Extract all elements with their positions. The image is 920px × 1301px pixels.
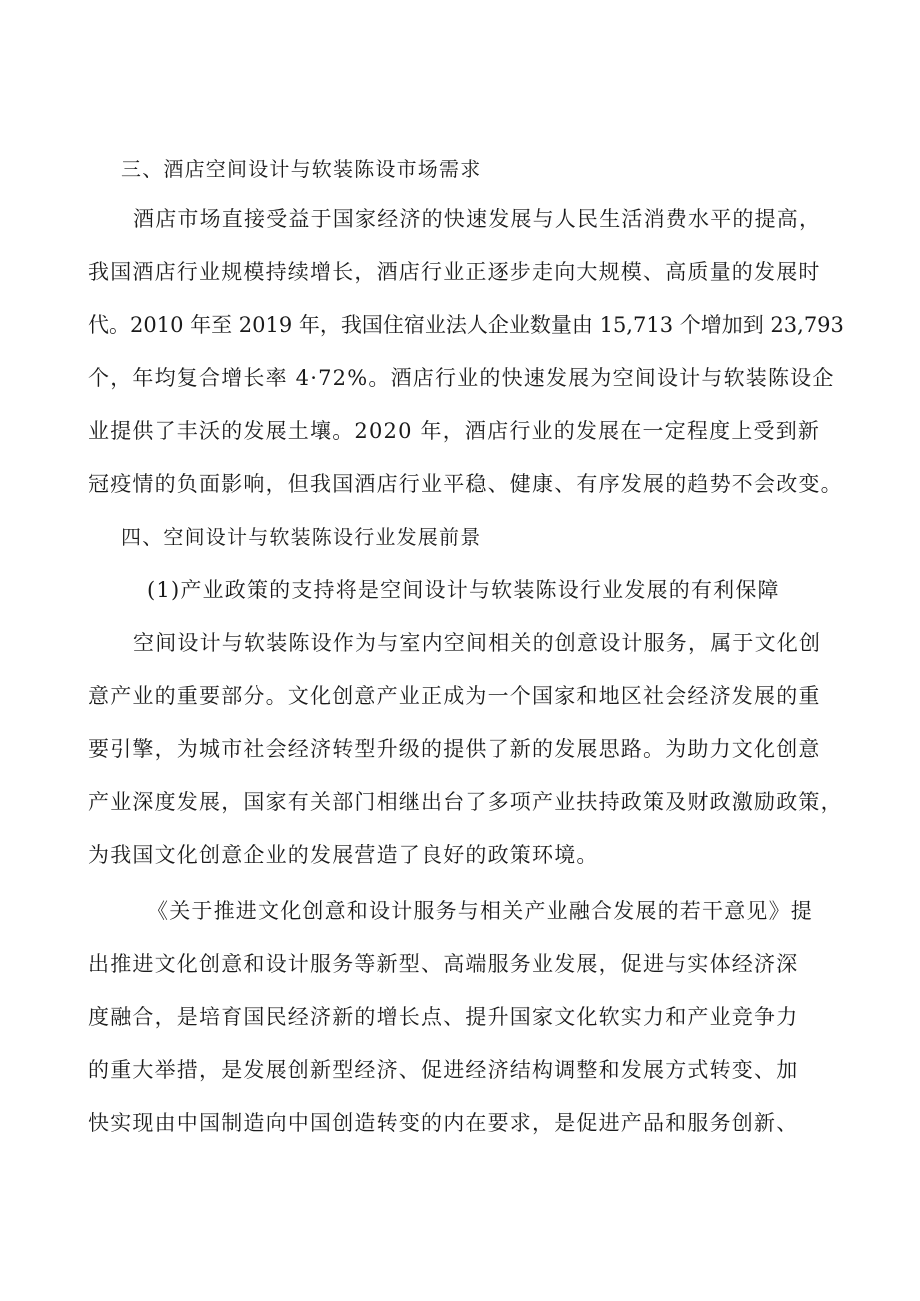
paragraph-line: 业提供了丰沃的发展土壤。2020 年，酒店行业的发展在一定程度上受到新 <box>88 419 821 443</box>
section-4-subheading: (1)产业政策的支持将是空间设计与软装陈设行业发展的有利保障 <box>147 578 780 602</box>
paragraph-line: 酒店市场直接受益于国家经济的快速发展与人民生活消费水平的提高， <box>133 207 822 231</box>
paragraph-line: 的重大举措，是发展创新型经济、促进经济结构调整和发展方式转变、加 <box>88 1058 799 1082</box>
paragraph-line: 为我国文化创意企业的发展营造了良好的政策环境。 <box>88 843 599 867</box>
paragraph-line: 个，年均复合增长率 4·72%。酒店行业的快速发展为空间设计与软装陈设企 <box>88 366 835 390</box>
section-3-heading: 三、酒店空间设计与软装陈设市场需求 <box>121 157 482 181</box>
paragraph-line: 《关于推进文化创意和设计服务与相关产业融合发展的若干意见》提 <box>147 899 813 923</box>
paragraph-line: 冠疫情的负面影响，但我国酒店行业平稳、健康、有序发展的趋势不会改变。 <box>88 472 843 496</box>
paragraph-line: 我国酒店行业规模持续增长，酒店行业正逐步走向大规模、高质量的发展时 <box>88 260 821 284</box>
paragraph-line: 代。2010 年至 2019 年，我国住宿业法人企业数量由 15,713 个增加到 23,793 <box>88 313 844 337</box>
paragraph-line: 快实现由中国制造向中国创造转变的内在要求，是促进产品和服务创新、 <box>88 1111 799 1135</box>
paragraph-line: 产业深度发展，国家有关部门相继出台了多项产业扶持政策及财政激励政策， <box>88 790 843 814</box>
paragraph-line: 度融合，是培育国民经济新的增长点、提升国家文化软实力和产业竞争力 <box>88 1005 799 1029</box>
paragraph-line: 空间设计与软装陈设作为与室内空间相关的创意设计服务，属于文化创 <box>133 631 822 655</box>
paragraph-line: 意产业的重要部分。文化创意产业正成为一个国家和地区社会经济发展的重 <box>88 684 821 708</box>
section-4-heading: 四、空间设计与软装陈设行业发展前景 <box>121 525 482 549</box>
paragraph-line: 要引擎，为城市社会经济转型升级的提供了新的发展思路。为助力文化创意 <box>88 737 821 761</box>
paragraph-line: 出推进文化创意和设计服务等新型、高端服务业发展，促进与实体经济深 <box>88 952 799 976</box>
